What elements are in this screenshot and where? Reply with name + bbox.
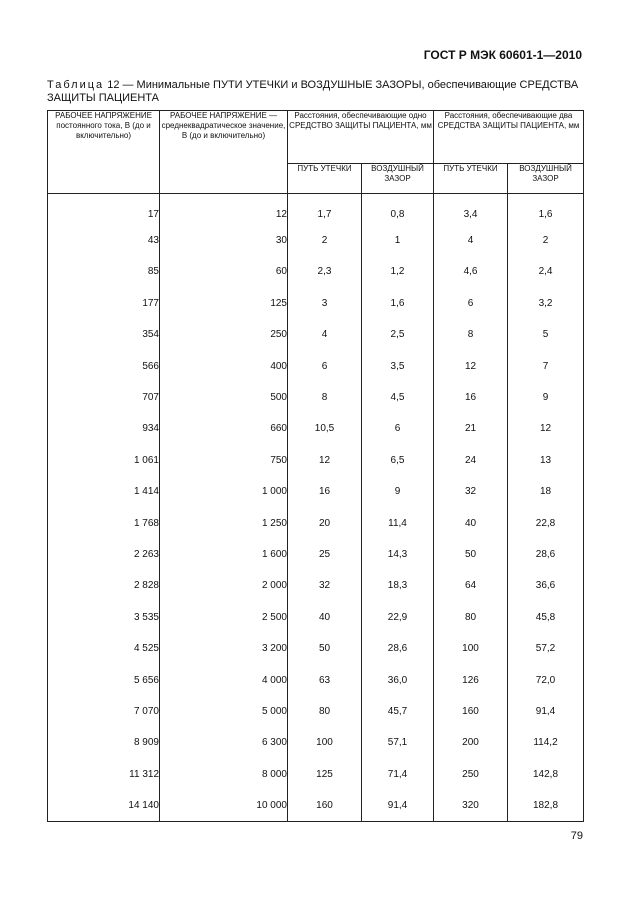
table-cell: 1,7 <box>288 194 362 225</box>
table-cell: 8 909 <box>48 727 160 758</box>
table-cell: 12 <box>288 445 362 476</box>
clearance-table <box>47 110 584 822</box>
table-row <box>48 696 584 727</box>
table-cell: 43 <box>48 225 160 256</box>
table-cell: 320 <box>434 790 508 822</box>
table-cell: 1 000 <box>160 476 288 507</box>
table-cell: 71,4 <box>362 759 434 790</box>
table-cell: 4,5 <box>362 382 434 413</box>
table-row <box>48 445 584 476</box>
table-row <box>48 194 584 225</box>
table-row <box>48 664 584 695</box>
table-cell: 20 <box>288 507 362 538</box>
table-cell: 9 <box>362 476 434 507</box>
table-cell: 36,6 <box>508 570 584 601</box>
table-cell: 40 <box>434 507 508 538</box>
table-row <box>48 413 584 444</box>
header-ac-voltage: РАБОЧЕЕ НАПРЯЖЕНИЕ — среднеквадратическое значение, В (до и включительно) <box>160 111 288 194</box>
table-caption <box>47 79 587 105</box>
table-cell: 64 <box>434 570 508 601</box>
table-cell: 12 <box>434 350 508 381</box>
table-cell: 50 <box>434 539 508 570</box>
table-cell: 4 <box>288 319 362 350</box>
table-row <box>48 539 584 570</box>
table-cell: 36,0 <box>362 664 434 695</box>
table-cell: 28,6 <box>362 633 434 664</box>
table-cell: 32 <box>288 570 362 601</box>
table-cell: 566 <box>48 350 160 381</box>
table-cell: 4 525 <box>48 633 160 664</box>
table-cell: 11 312 <box>48 759 160 790</box>
table-cell: 6 <box>362 413 434 444</box>
table-cell: 3,4 <box>434 194 508 225</box>
table-cell: 3,5 <box>362 350 434 381</box>
table-cell: 63 <box>288 664 362 695</box>
table-row <box>48 476 584 507</box>
header-dc-voltage: РАБОЧЕЕ НАПРЯЖЕНИЕ постоянного тока, В (до и включительно) <box>48 111 160 194</box>
table-cell: 91,4 <box>362 790 434 822</box>
table-cell: 72,0 <box>508 664 584 695</box>
table-cell: 934 <box>48 413 160 444</box>
table-cell: 1 <box>362 225 434 256</box>
table-cell: 7 070 <box>48 696 160 727</box>
header-one-mopp: Расстояния, обеспечивающие одно СРЕДСТВО ЗАЩИТЫ ПАЦИЕНТА, мм <box>288 111 434 164</box>
table-cell: 50 <box>288 633 362 664</box>
table-cell: 40 <box>288 602 362 633</box>
table-cell: 24 <box>434 445 508 476</box>
table-cell: 2,5 <box>362 319 434 350</box>
document-code: ГОСТ Р МЭК 60601-1—2010 <box>423 48 582 62</box>
table-cell: 400 <box>160 350 288 381</box>
table-cell: 6 <box>434 288 508 319</box>
table-cell: 2 263 <box>48 539 160 570</box>
table-cell: 2 828 <box>48 570 160 601</box>
table-cell: 1 768 <box>48 507 160 538</box>
table-cell: 100 <box>434 633 508 664</box>
table-cell: 6 <box>288 350 362 381</box>
table-cell: 4 <box>434 225 508 256</box>
table-cell: 1 414 <box>48 476 160 507</box>
table-cell: 14 140 <box>48 790 160 822</box>
table-cell: 45,8 <box>508 602 584 633</box>
table-row <box>48 602 584 633</box>
table-row <box>48 633 584 664</box>
table-cell: 57,1 <box>362 727 434 758</box>
table-cell: 12 <box>508 413 584 444</box>
header-two-mopp: Расстояния, обеспечивающие два СРЕДСТВА ЗАЩИТЫ ПАЦИЕНТА, мм <box>434 111 584 164</box>
table-cell: 1 250 <box>160 507 288 538</box>
table-cell: 5 656 <box>48 664 160 695</box>
table-cell: 22,8 <box>508 507 584 538</box>
table-cell: 125 <box>160 288 288 319</box>
table-cell: 126 <box>434 664 508 695</box>
table-cell: 22,9 <box>362 602 434 633</box>
table-cell: 13 <box>508 445 584 476</box>
table-cell: 2 <box>288 225 362 256</box>
table-cell: 100 <box>288 727 362 758</box>
table-cell: 182,8 <box>508 790 584 822</box>
table-cell: 250 <box>434 759 508 790</box>
table-row <box>48 727 584 758</box>
table-cell: 85 <box>48 256 160 287</box>
table-cell: 2 000 <box>160 570 288 601</box>
page-number: 79 <box>570 830 583 842</box>
table-cell: 250 <box>160 319 288 350</box>
header-clearance-2: ВОЗДУШНЫЙ ЗАЗОР <box>508 164 584 194</box>
table-cell: 5 000 <box>160 696 288 727</box>
table-row <box>48 256 584 287</box>
table-cell: 3 535 <box>48 602 160 633</box>
header-clearance-1: ВОЗДУШНЫЙ ЗАЗОР <box>362 164 434 194</box>
table-cell: 160 <box>434 696 508 727</box>
table-cell: 91,4 <box>508 696 584 727</box>
table-cell: 660 <box>160 413 288 444</box>
table-cell: 80 <box>434 602 508 633</box>
table-row <box>48 319 584 350</box>
table-cell: 0,8 <box>362 194 434 225</box>
table-cell: 500 <box>160 382 288 413</box>
table-cell: 2 <box>508 225 584 256</box>
table-cell: 6,5 <box>362 445 434 476</box>
table-cell: 16 <box>434 382 508 413</box>
table-cell: 1,6 <box>362 288 434 319</box>
table-row <box>48 790 584 822</box>
table-cell: 1,2 <box>362 256 434 287</box>
table-cell: 3,2 <box>508 288 584 319</box>
table-cell: 28,6 <box>508 539 584 570</box>
table-cell: 3 <box>288 288 362 319</box>
caption-prefix: Таблица <box>47 79 105 91</box>
table-cell: 142,8 <box>508 759 584 790</box>
table-cell: 11,4 <box>362 507 434 538</box>
table-row <box>48 225 584 256</box>
table-cell: 57,2 <box>508 633 584 664</box>
table-cell: 5 <box>508 319 584 350</box>
table-cell: 10 000 <box>160 790 288 822</box>
table-row <box>48 570 584 601</box>
table-cell: 8 <box>288 382 362 413</box>
table-cell: 750 <box>160 445 288 476</box>
table-cell: 45,7 <box>362 696 434 727</box>
table-row <box>48 382 584 413</box>
table-cell: 30 <box>160 225 288 256</box>
table-cell: 1,6 <box>508 194 584 225</box>
table-cell: 1 061 <box>48 445 160 476</box>
table-cell: 354 <box>48 319 160 350</box>
table-cell: 80 <box>288 696 362 727</box>
table-cell: 2 500 <box>160 602 288 633</box>
header-creepage-2: ПУТЬ УТЕЧКИ <box>434 164 508 194</box>
table-cell: 18,3 <box>362 570 434 601</box>
header-creepage-1: ПУТЬ УТЕЧКИ <box>288 164 362 194</box>
table-cell: 4 000 <box>160 664 288 695</box>
table-row <box>48 507 584 538</box>
table-cell: 2,3 <box>288 256 362 287</box>
table-cell: 7 <box>508 350 584 381</box>
table-cell: 16 <box>288 476 362 507</box>
table-cell: 3 200 <box>160 633 288 664</box>
table-cell: 14,3 <box>362 539 434 570</box>
table-row <box>48 288 584 319</box>
table-cell: 2,4 <box>508 256 584 287</box>
table-cell: 200 <box>434 727 508 758</box>
table-cell: 21 <box>434 413 508 444</box>
table-cell: 60 <box>160 256 288 287</box>
table-cell: 177 <box>48 288 160 319</box>
table-cell: 10,5 <box>288 413 362 444</box>
table-cell: 8 000 <box>160 759 288 790</box>
table-cell: 160 <box>288 790 362 822</box>
table-row <box>48 350 584 381</box>
table-cell: 8 <box>434 319 508 350</box>
table-cell: 9 <box>508 382 584 413</box>
table-cell: 18 <box>508 476 584 507</box>
table-cell: 17 <box>48 194 160 225</box>
caption-text: 12 — Минимальные ПУТИ УТЕЧКИ и ВОЗДУШНЫЕ ЗАЗОРЫ, обеспечивающие СРЕДСТВА ЗАЩИТЫ ПАЦИЕНТА <box>47 79 579 104</box>
table-cell: 12 <box>160 194 288 225</box>
table-cell: 4,6 <box>434 256 508 287</box>
table-cell: 32 <box>434 476 508 507</box>
table-cell: 25 <box>288 539 362 570</box>
table-row <box>48 759 584 790</box>
table-cell: 125 <box>288 759 362 790</box>
table-cell: 707 <box>48 382 160 413</box>
table-cell: 6 300 <box>160 727 288 758</box>
table-cell: 1 600 <box>160 539 288 570</box>
table-cell: 114,2 <box>508 727 584 758</box>
